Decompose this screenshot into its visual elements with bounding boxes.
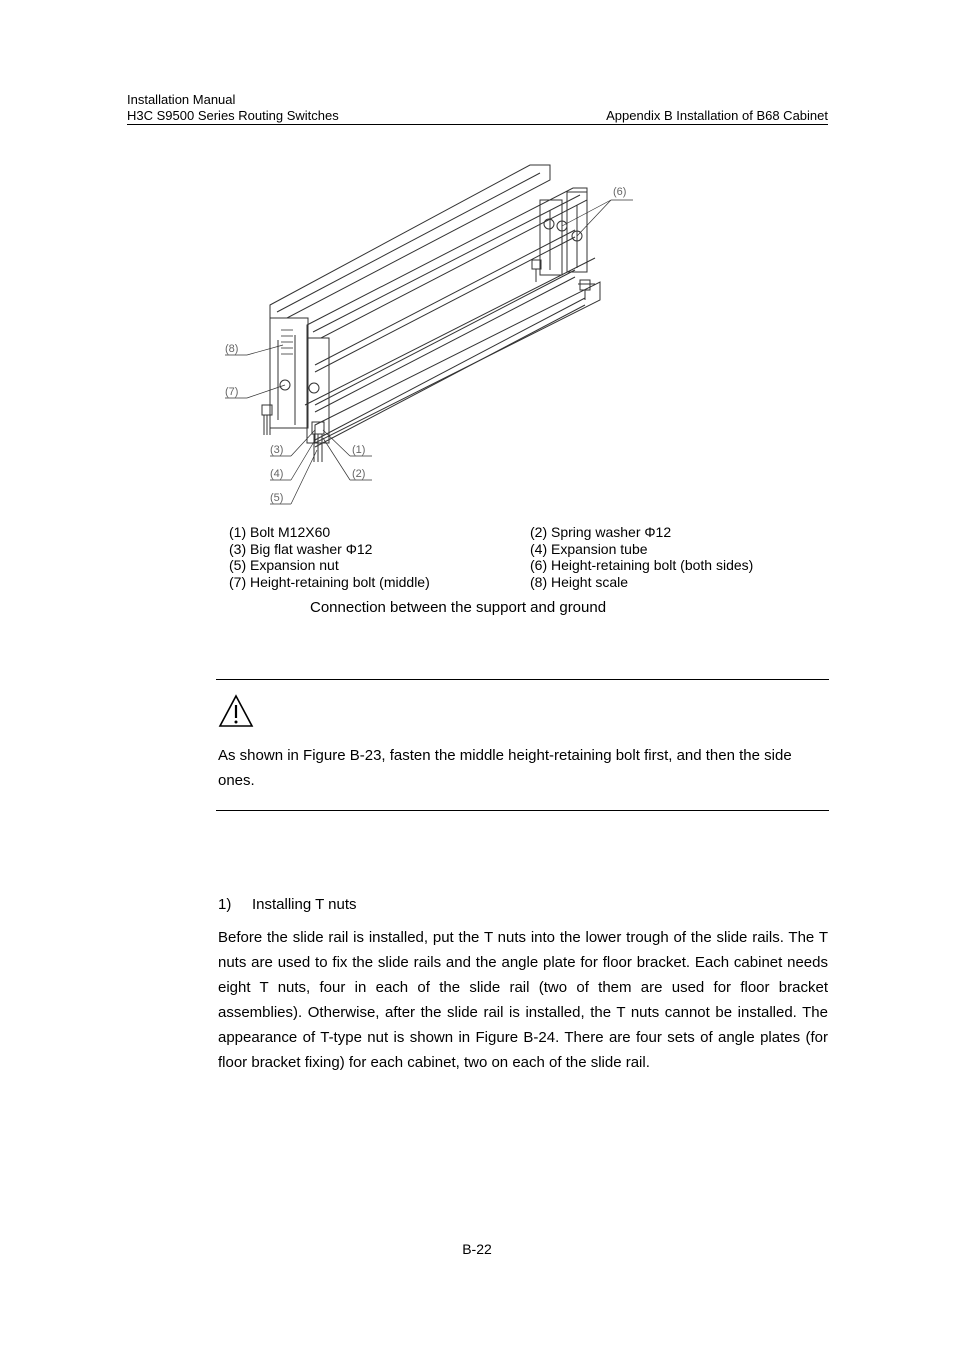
callout-6: (6)	[613, 186, 627, 198]
side-bolt-1	[544, 219, 554, 229]
legend-item: (1) Bolt M12X60	[229, 524, 331, 540]
callout-4: (4)	[270, 468, 284, 480]
body-paragraph: Before the slide rail is installed, put the T nuts into the lower trough of the slide rails. The T nuts are used to fix the slide rails and the angle plate for floor bracket. Each cabinet needs eight T nuts, four in each of the slide rail (two of them are used for floor bracket assemblies). Otherwise, after the slide rail is installed, the T nuts cannot be installed. The appearance of T-type nut is shown in Figure B-24. There are four sets of angle plates (for floor bracket fixing) for each cabinet, two on each of the slide rail.	[218, 929, 828, 1071]
step-heading	[218, 896, 357, 913]
middle-bolt-right	[309, 383, 319, 393]
header-section-title: Appendix B Installation of B68 Cabinet	[606, 108, 828, 123]
legend-item: (7) Height-retaining bolt (middle)	[229, 573, 430, 590]
legend-item: (2) Spring washer Φ12	[530, 524, 672, 540]
header-product-title: H3C S9500 Series Routing Switches	[127, 108, 339, 123]
legend-item: (5) Expansion nut	[229, 557, 339, 573]
note-text: As shown in Figure B-23, fasten the middle height-retaining bolt first, and then the side ones.	[218, 747, 792, 789]
anchor-right-back	[578, 280, 595, 300]
support-ground-connection-drawing	[215, 140, 645, 520]
figure-caption: Connection between the support and ground	[310, 599, 607, 616]
legend-item: (3) Big flat washer Φ12	[229, 540, 373, 557]
warning-triangle-icon	[218, 694, 254, 728]
header-rule	[127, 124, 828, 125]
callout-7: (7)	[225, 386, 239, 398]
legend-right-column	[530, 524, 753, 590]
callout-1: (1)	[352, 444, 366, 456]
callout-3: (3)	[270, 444, 284, 456]
header-manual-title: Installation Manual	[127, 92, 236, 107]
page-number: B-22	[462, 1241, 492, 1257]
legend-left-column	[229, 524, 430, 590]
callout-5: (5)	[270, 492, 284, 504]
step-number: 1)	[218, 896, 232, 913]
legend-item: (4) Expansion tube	[530, 540, 648, 557]
note-bottom-rule	[216, 810, 829, 811]
callout-2: (2)	[352, 468, 366, 480]
legend-item: (6) Height-retaining bolt (both sides)	[530, 557, 754, 573]
step-title: Installing T nuts	[252, 896, 357, 913]
note-top-rule	[216, 679, 829, 680]
legend-item: (8) Height scale	[530, 573, 629, 590]
callout-8: (8)	[225, 343, 239, 355]
bottom-rail	[315, 282, 600, 443]
